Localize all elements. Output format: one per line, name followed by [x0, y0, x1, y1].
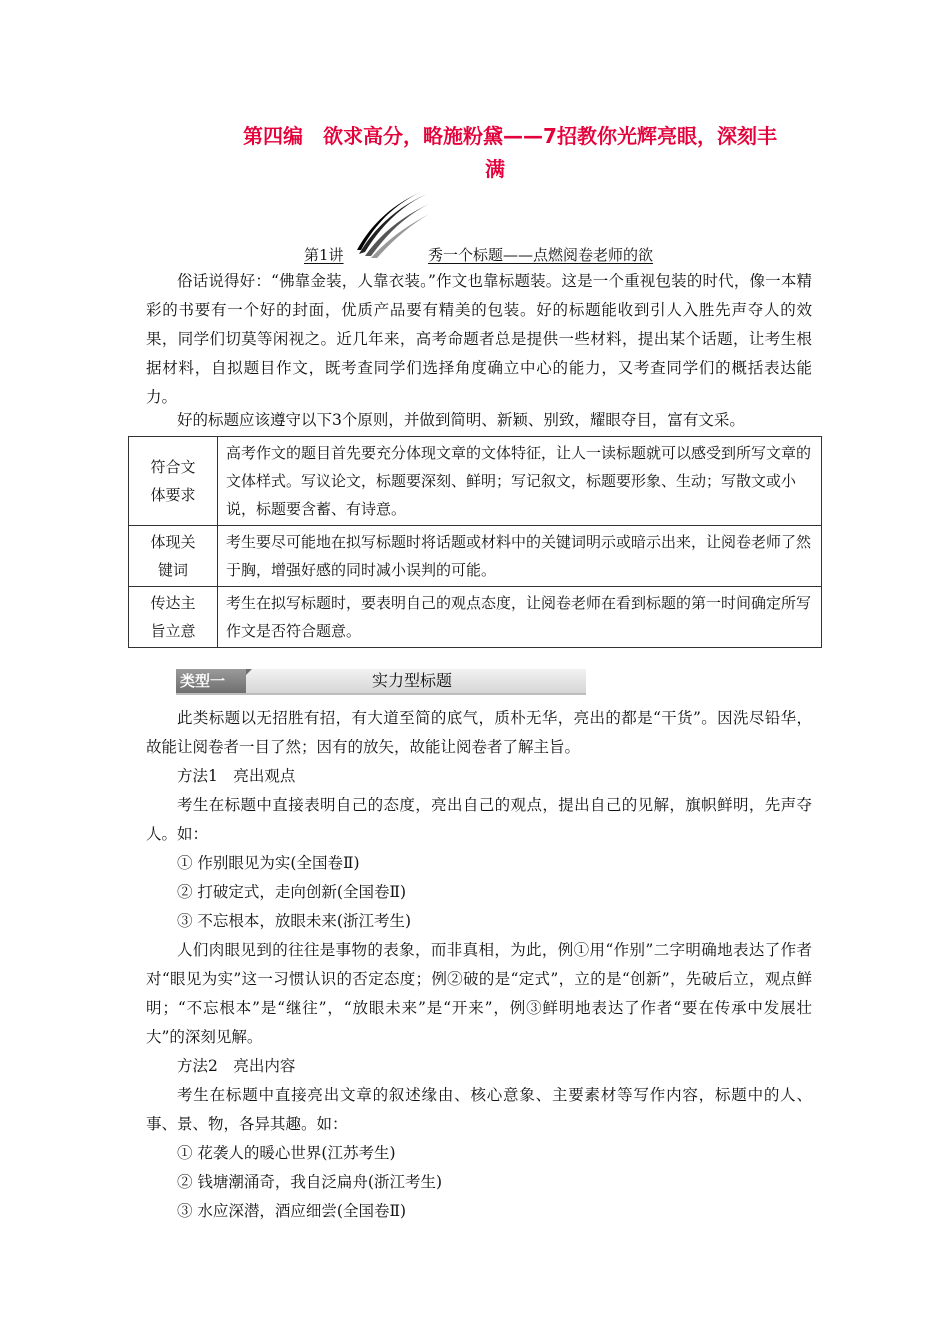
method-1-example: ② 打破定式，走向创新(全国卷Ⅱ)	[177, 883, 407, 901]
swoosh-decoration-icon	[355, 192, 430, 262]
type-section-banner	[176, 669, 586, 695]
intro-paragraph: 俗话说得好：“佛靠金装，人靠衣装。”作文也靠标题装。这是一个重视包装的时代，像一本精彩的书要有一个好的封面，优质产品要有精美的包装。好的标题能收到引人入胜先声夺人的效果，同学们切莫等闲视之。近几年来，高考命题者总是提供一些材料，提出某个话题，让考生根据材料，自拟题目作文，既考查同学们选择角度确立中心的能力，又考查同学们的概括表达能力。	[146, 272, 812, 406]
rule-value: 考生在拟写标题时，要表明自己的观点态度，让阅卷老师在看到标题的第一时间确定所写作文是否符合题意。	[218, 587, 822, 648]
method-1-heading: 方法1 亮出观点	[177, 767, 296, 785]
principles-intro: 好的标题应该遵守以下3个原则，并做到简明、新颖、别致，耀眼夺目，富有文采。	[177, 411, 745, 429]
method-2-example: ③ 水应深潜，酒应细尝(全国卷Ⅱ)	[177, 1202, 407, 1220]
rule-key-line: 旨立意	[150, 622, 196, 640]
method-2-desc: 考生在标题中直接亮出文章的叙述缘由、核心意象、主要素材等写作内容，标题中的人、事、景、物，各异其趣。如：	[146, 1086, 812, 1133]
rule-key-line: 体要求	[150, 486, 196, 504]
title-line-1: 第四编 欲求高分，略施粉黛——7招教你光辉亮眼，深刻丰	[243, 124, 777, 148]
rule-key	[129, 587, 218, 648]
rule-key-line: 体现关	[150, 533, 196, 551]
table-row	[129, 587, 822, 648]
title-line-2: 满	[485, 157, 505, 181]
rule-key-line: 键词	[157, 561, 188, 579]
rule-key-line: 传达主	[150, 594, 196, 612]
method-1-example: ① 作别眼见为实(全国卷Ⅱ)	[177, 854, 360, 872]
lecture-title: 秀一个标题——点燃阅卷老师的欲	[428, 246, 654, 264]
rule-key	[129, 437, 218, 526]
rule-key-line: 符合文	[150, 458, 196, 476]
rule-value: 考生要尽可能地在拟写标题时将话题或材料中的关键词明示或暗示出来，让阅卷老师了然于胸，增强好感的同时减小误判的可能。	[218, 526, 822, 587]
method-2-heading: 方法2 亮出内容	[177, 1057, 296, 1075]
table-row	[129, 526, 822, 587]
method-1-analysis: 人们肉眼见到的往往是事物的表象，而非真相，为此，例①用“作别”二字明确地表达了作者对“眼见为实”这一习惯认识的否定态度；例②破的是“定式”，立的是“创新”，先破后立，观点鲜明；“不忘根本”是“继往”，“放眼未来”是“开来”，例③鲜明地表达了作者“要在传承中发展壮大”的深刻见解。	[146, 941, 812, 1046]
table-row	[129, 437, 822, 526]
method-2-example: ① 花袭人的暖心世界(江苏考生)	[177, 1144, 396, 1162]
page-title	[150, 120, 840, 186]
type-intro: 此类标题以无招胜有招，有大道至简的底气，质朴无华，亮出的都是“干货”。因洗尽铅华，故能让阅卷者一目了然；因有的放矢，故能让阅卷者了解主旨。	[146, 709, 812, 756]
method-1-example: ③ 不忘根本，放眼未来(浙江考生)	[177, 912, 412, 930]
method-2-example: ② 钱塘潮涌奇，我自泛扁舟(浙江考生)	[177, 1173, 443, 1191]
principles-table	[128, 436, 822, 648]
rule-value: 高考作文的题目首先要充分体现文章的文体特征，让人一读标题就可以感受到所写文章的文体样式。写议论文，标题要深刻、鲜明；写记叙文，标题要形象、生动；写散文或小说，标题要含蓄、有诗意。	[218, 437, 822, 526]
type-name: 实力型标题	[372, 671, 453, 690]
lecture-number: 第1讲	[304, 246, 344, 264]
rule-key	[129, 526, 218, 587]
type-tag: 类型一	[176, 669, 246, 693]
method-1-desc: 考生在标题中直接表明自己的态度，亮出自己的观点，提出自己的见解，旗帜鲜明，先声夺人。如：	[146, 796, 812, 843]
